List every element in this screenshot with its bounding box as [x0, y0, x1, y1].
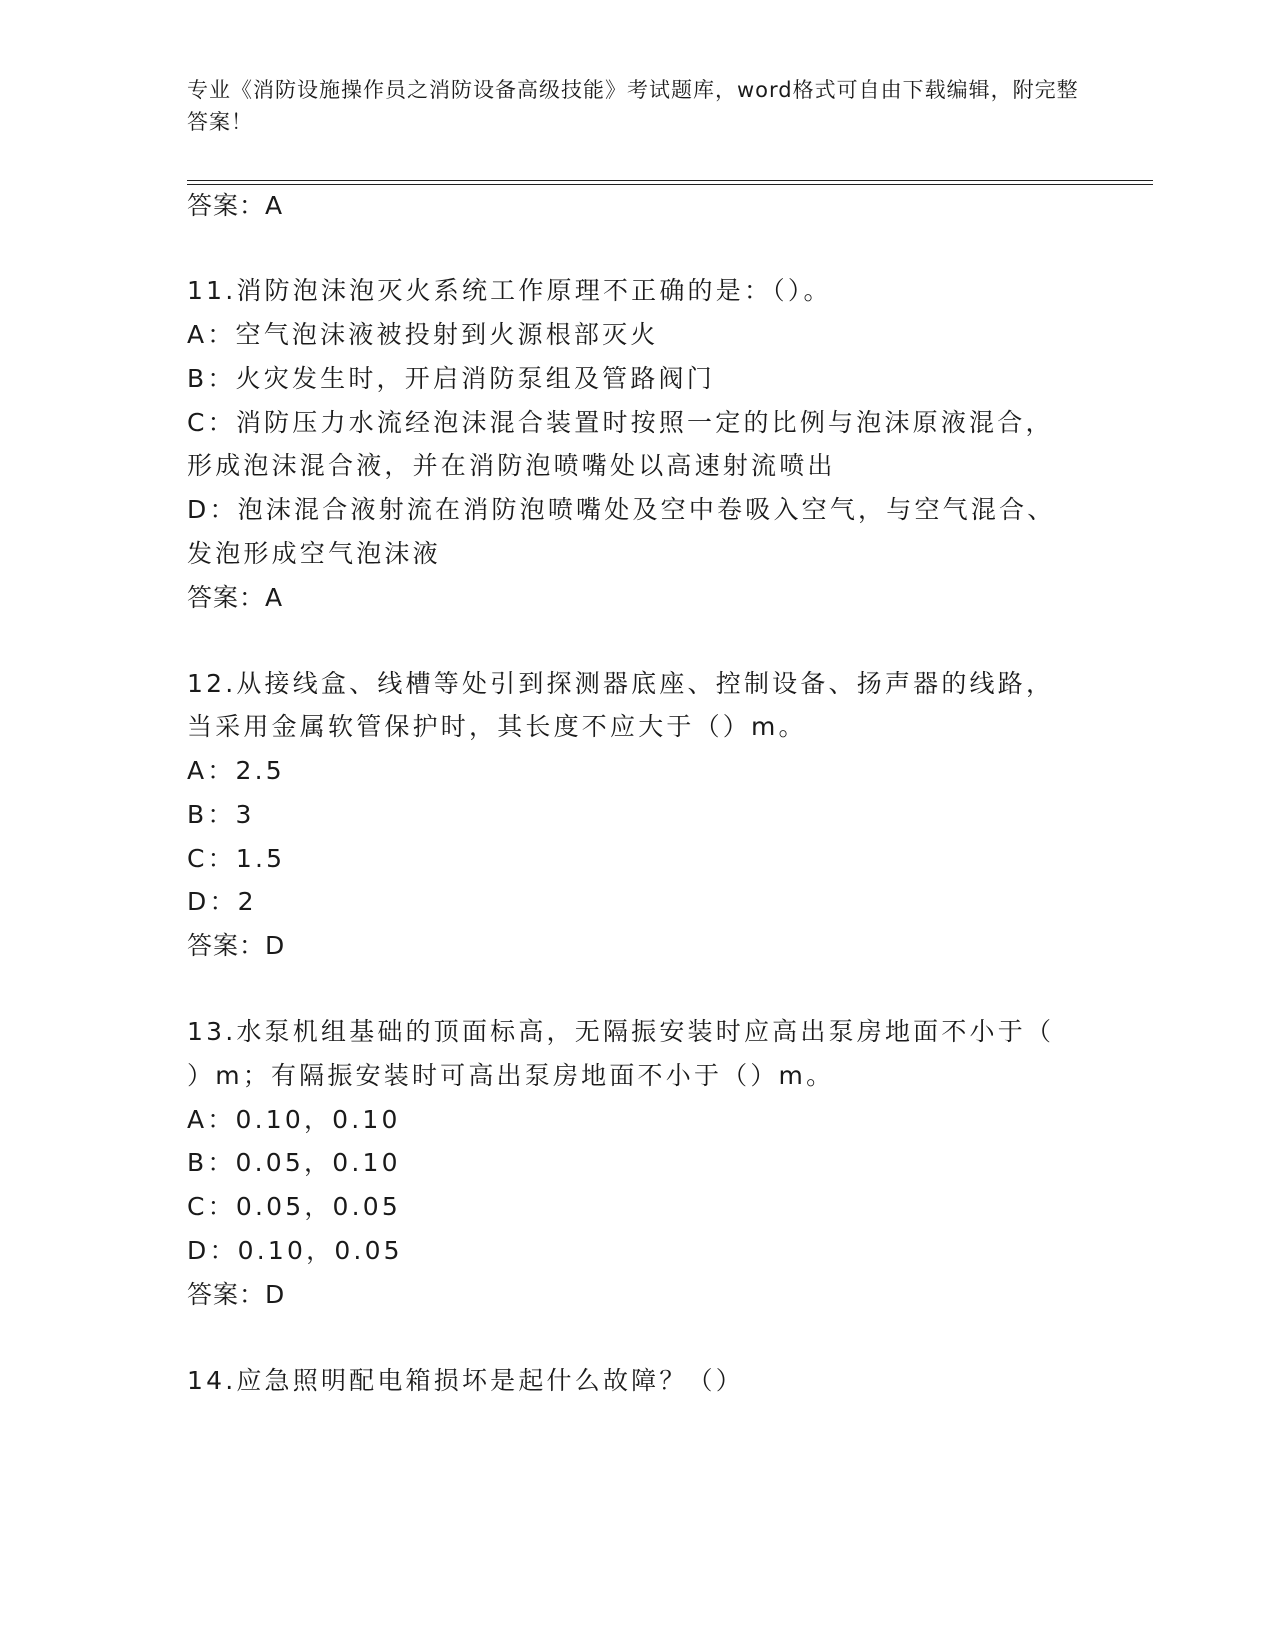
- answer-label: 答案：D: [187, 931, 286, 960]
- option-a: A：2.5: [187, 756, 285, 785]
- document-header: 专业《消防设施操作员之消防设备高级技能》考试题库，word格式可自由下载编辑，附完整答案！: [187, 78, 1079, 134]
- option-d: D：2: [187, 887, 257, 916]
- question-stem: 14.应急照明配电箱损坏是起什么故障？（）: [187, 1366, 744, 1395]
- option-a: A：0.10，0.10: [187, 1105, 401, 1134]
- option-b: B：0.05，0.10: [187, 1148, 401, 1177]
- option-d: D：泡沫混合液射流在消防泡喷嘴处及空中卷吸入空气，与空气混合、: [187, 495, 1056, 524]
- answer-label: 答案：A: [187, 191, 284, 220]
- question-stem: 12.从接线盒、线槽等处引到探测器底座、控制设备、扬声器的线路，: [187, 669, 1055, 698]
- header-rule-bottom: [187, 184, 1153, 185]
- option-b: B：火灾发生时，开启消防泵组及管路阀门: [187, 364, 715, 393]
- option-c: C：消防压力水流经泡沫混合装置时按照一定的比例与泡沫原液混合，: [187, 408, 1054, 437]
- question-stem: 13.水泵机组基础的顶面标高，无隔振安装时应高出泵房地面不小于（: [187, 1017, 1055, 1046]
- option-a: A：空气泡沫液被投射到火源根部灭火: [187, 320, 659, 349]
- option-c: C：1.5: [187, 844, 286, 873]
- question-stem-continued: ）m；有隔振安装时可高出泵房地面不小于（）m。: [187, 1061, 835, 1090]
- question-stem-continued: 当采用金属软管保护时，其长度不应大于（）m。: [187, 712, 807, 741]
- option-c: C：0.05，0.05: [187, 1192, 401, 1221]
- answer-label: 答案：D: [187, 1280, 286, 1309]
- option-c-continued: 形成泡沫混合液，并在消防泡喷嘴处以高速射流喷出: [187, 451, 836, 480]
- question-stem: 11.消防泡沫泡灭火系统工作原理不正确的是：（）。: [187, 276, 832, 305]
- option-d: D：0.10，0.05: [187, 1236, 403, 1265]
- option-d-continued: 发泡形成空气泡沫液: [187, 539, 441, 568]
- option-b: B：3: [187, 800, 255, 829]
- answer-label: 答案：A: [187, 583, 284, 612]
- header-rule-top: [187, 180, 1153, 181]
